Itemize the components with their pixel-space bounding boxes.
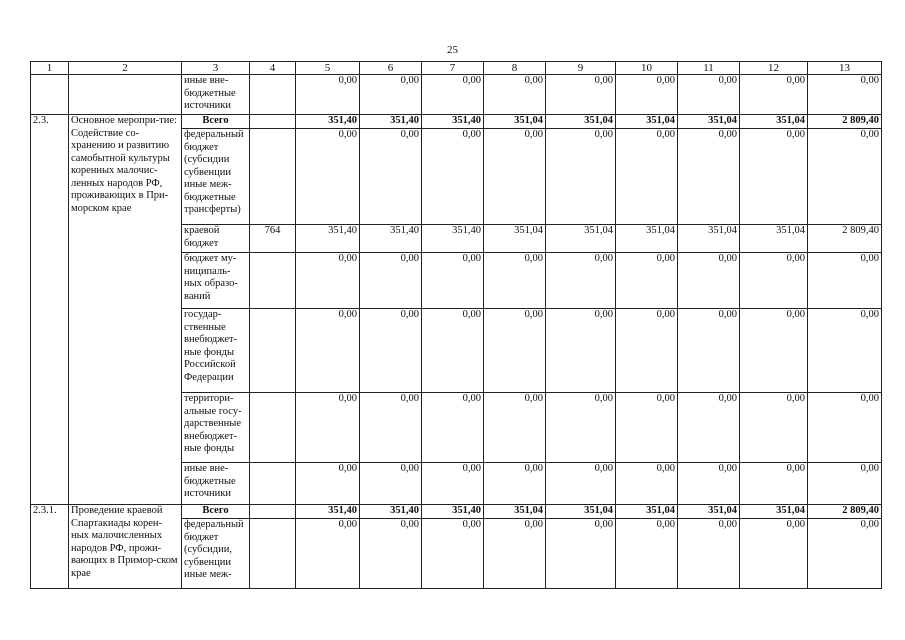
funding-source: Всего: [182, 115, 250, 129]
funding-source: иные вне-бюджетные источники: [182, 463, 250, 505]
amount-cell: 351,40: [422, 505, 484, 519]
amount-cell: 0,00: [296, 519, 360, 589]
amount-cell: 0,00: [296, 309, 360, 393]
budget-code: 764: [250, 225, 296, 253]
amount-cell: 0,00: [422, 309, 484, 393]
amount-cell: 351,04: [740, 225, 808, 253]
amount-cell: 351,04: [616, 115, 678, 129]
amount-cell: 351,40: [422, 225, 484, 253]
header-cell: 6: [360, 62, 422, 75]
amount-cell: 0,00: [546, 129, 616, 225]
table-row: [31, 115, 882, 129]
funding-source: бюджет му-ниципаль-ных образо-ваний: [182, 253, 250, 309]
funding-source: краевой бюджет: [182, 225, 250, 253]
amount-cell: 0,00: [360, 253, 422, 309]
amount-cell: 351,04: [546, 505, 616, 519]
header-cell: 7: [422, 62, 484, 75]
funding-source: иные вне-бюджетные источники: [182, 75, 250, 115]
amount-cell: 0,00: [546, 463, 616, 505]
amount-cell: 0,00: [484, 519, 546, 589]
amount-cell: 351,04: [484, 225, 546, 253]
amount-cell: 0,00: [296, 393, 360, 463]
header-cell: 2: [69, 62, 182, 75]
amount-cell: 0,00: [616, 75, 678, 115]
amount-cell: 351,04: [484, 115, 546, 129]
header-cell: 13: [808, 62, 882, 75]
funding-source: территори-альные госу-дарственные внебюджет-ные фонды: [182, 393, 250, 463]
amount-cell: 0,00: [422, 393, 484, 463]
funding-source: государ-ственные внебюджет-ные фонды Российской Федерации: [182, 309, 250, 393]
amount-cell: 0,00: [616, 309, 678, 393]
table-row: [31, 75, 882, 115]
budget-code: [250, 129, 296, 225]
amount-cell: 0,00: [808, 463, 882, 505]
amount-cell: 0,00: [360, 393, 422, 463]
item-name: Проведение краевой Спартакиады корен-ных малочисленных народов РФ, прожи-вающих в Примор-ском крае: [69, 505, 182, 589]
amount-cell: 351,04: [546, 225, 616, 253]
amount-cell: 0,00: [360, 129, 422, 225]
budget-code: [250, 309, 296, 393]
amount-cell: 0,00: [360, 519, 422, 589]
amount-cell: 351,04: [616, 225, 678, 253]
amount-cell: 0,00: [546, 253, 616, 309]
amount-cell: 351,04: [678, 225, 740, 253]
amount-cell: 0,00: [484, 253, 546, 309]
amount-cell: 0,00: [678, 519, 740, 589]
amount-cell: 0,00: [360, 75, 422, 115]
funding-source: федеральный бюджет (субсидии, субвенции иные меж-: [182, 519, 250, 589]
amount-cell: 0,00: [740, 129, 808, 225]
amount-cell: 351,40: [296, 225, 360, 253]
budget-code: [250, 519, 296, 589]
amount-cell: 351,40: [360, 505, 422, 519]
amount-cell: 0,00: [616, 393, 678, 463]
amount-cell: 351,04: [740, 505, 808, 519]
amount-cell: 0,00: [360, 463, 422, 505]
amount-cell: 351,40: [360, 225, 422, 253]
amount-cell: 0,00: [740, 75, 808, 115]
header-cell: 5: [296, 62, 360, 75]
amount-cell: 2 809,40: [808, 225, 882, 253]
amount-cell: 0,00: [740, 519, 808, 589]
amount-cell: 0,00: [484, 129, 546, 225]
amount-cell: 0,00: [296, 253, 360, 309]
header-row: [31, 62, 882, 75]
amount-cell: 0,00: [616, 253, 678, 309]
amount-cell: 0,00: [740, 393, 808, 463]
amount-cell: 0,00: [808, 75, 882, 115]
amount-cell: 0,00: [808, 519, 882, 589]
budget-code: [250, 75, 296, 115]
amount-cell: 0,00: [422, 75, 484, 115]
amount-cell: 0,00: [616, 463, 678, 505]
header-cell: 1: [31, 62, 69, 75]
amount-cell: 0,00: [740, 309, 808, 393]
amount-cell: 0,00: [678, 129, 740, 225]
amount-cell: 351,40: [360, 115, 422, 129]
amount-cell: 0,00: [546, 309, 616, 393]
amount-cell: 0,00: [296, 129, 360, 225]
budget-code: [250, 463, 296, 505]
amount-cell: 0,00: [422, 519, 484, 589]
amount-cell: 0,00: [296, 463, 360, 505]
table-row: [31, 505, 882, 519]
amount-cell: 0,00: [808, 129, 882, 225]
amount-cell: 0,00: [360, 309, 422, 393]
amount-cell: 0,00: [484, 309, 546, 393]
budget-code: [250, 115, 296, 129]
amount-cell: 351,40: [296, 505, 360, 519]
amount-cell: 0,00: [296, 75, 360, 115]
item-number: 2.3.: [31, 115, 69, 505]
amount-cell: 0,00: [484, 463, 546, 505]
header-cell: 9: [546, 62, 616, 75]
item-name: Основное меропри-тие: Содействие со-хранению и развитию самобытной культуры коренных малочис-ленных народов РФ, проживающих в При-морском крае: [69, 115, 182, 505]
funding-source: Всего: [182, 505, 250, 519]
amount-cell: 351,40: [422, 115, 484, 129]
amount-cell: 0,00: [484, 75, 546, 115]
amount-cell: 0,00: [422, 253, 484, 309]
item-number: 2.3.1.: [31, 505, 69, 589]
amount-cell: 351,04: [484, 505, 546, 519]
amount-cell: 351,04: [678, 115, 740, 129]
budget-code: [250, 393, 296, 463]
amount-cell: 351,04: [740, 115, 808, 129]
header-cell: 3: [182, 62, 250, 75]
amount-cell: 0,00: [546, 75, 616, 115]
header-cell: 8: [484, 62, 546, 75]
header-cell: 4: [250, 62, 296, 75]
amount-cell: 0,00: [422, 129, 484, 225]
amount-cell: 0,00: [546, 519, 616, 589]
amount-cell: 2 809,40: [808, 115, 882, 129]
amount-cell: 0,00: [678, 253, 740, 309]
amount-cell: 0,00: [740, 253, 808, 309]
amount-cell: 0,00: [484, 393, 546, 463]
header-cell: 11: [678, 62, 740, 75]
amount-cell: 0,00: [616, 519, 678, 589]
amount-cell: 2 809,40: [808, 505, 882, 519]
amount-cell: 0,00: [678, 309, 740, 393]
budget-code: [250, 505, 296, 519]
funding-source: федеральный бюджет (субсидии субвенции иные меж-бюджетные трансферты): [182, 129, 250, 225]
amount-cell: 351,40: [296, 115, 360, 129]
amount-cell: 351,04: [546, 115, 616, 129]
amount-cell: 0,00: [678, 463, 740, 505]
amount-cell: 0,00: [740, 463, 808, 505]
amount-cell: 0,00: [678, 75, 740, 115]
amount-cell: 0,00: [616, 129, 678, 225]
amount-cell: 0,00: [546, 393, 616, 463]
amount-cell: 351,04: [678, 505, 740, 519]
page-number: 25: [447, 44, 458, 56]
amount-cell: 0,00: [808, 253, 882, 309]
budget-code: [250, 253, 296, 309]
header-cell: 10: [616, 62, 678, 75]
amount-cell: 0,00: [422, 463, 484, 505]
budget-table: [30, 61, 882, 589]
amount-cell: 0,00: [808, 393, 882, 463]
amount-cell: 0,00: [678, 393, 740, 463]
item-name: [69, 75, 182, 115]
item-number: [31, 75, 69, 115]
header-cell: 12: [740, 62, 808, 75]
amount-cell: 0,00: [808, 309, 882, 393]
amount-cell: 351,04: [616, 505, 678, 519]
